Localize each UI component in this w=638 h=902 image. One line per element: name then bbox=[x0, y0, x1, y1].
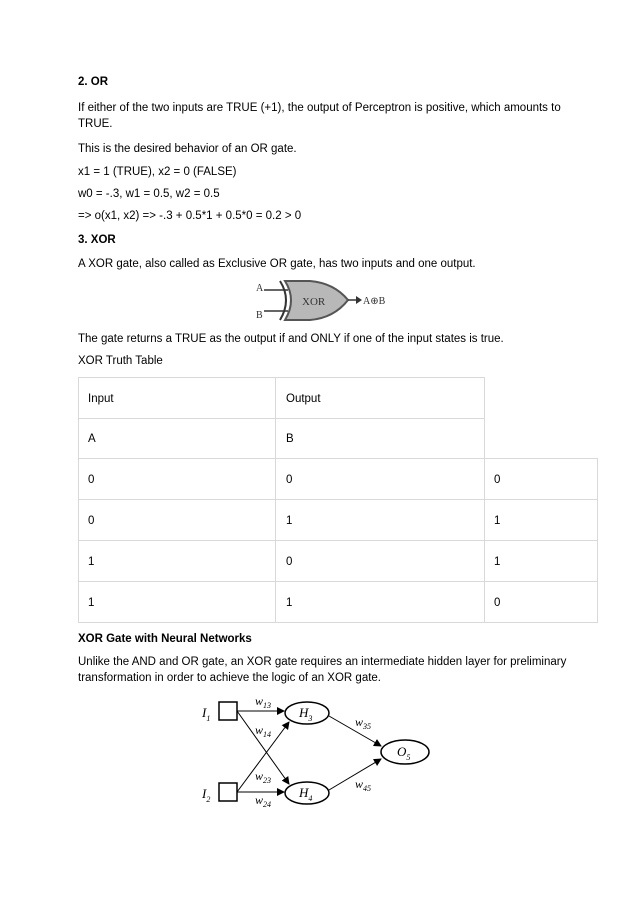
or-paragraph-line-2: TRUE. bbox=[78, 118, 113, 130]
svg-text:w45: $w_{45}$ bbox=[355, 777, 372, 793]
svg-text:w23: $w_{23}$ bbox=[255, 769, 272, 785]
or-calculation: => o(x1, x2) => -.3 + 0.5*1 + 0.5*0 = 0.2 > 0 bbox=[78, 210, 302, 222]
svg-text:w13: $w_{13}$ bbox=[255, 694, 272, 710]
svg-text:w35: $w_{35}$ bbox=[355, 715, 372, 731]
table-header-b: B bbox=[286, 433, 294, 445]
table-header-output: Output bbox=[286, 393, 321, 405]
table-cell: 1 bbox=[286, 597, 293, 609]
table-cell: 1 bbox=[88, 556, 95, 568]
or-heading: 2. OR bbox=[78, 76, 109, 88]
table-cell: 0 bbox=[88, 474, 95, 486]
svg-text:w14: $w_{14}$ bbox=[255, 723, 272, 739]
table-cell: 0 bbox=[494, 474, 501, 486]
table-cell: 0 bbox=[286, 474, 293, 486]
table-cell: 1 bbox=[286, 515, 293, 527]
or-inputs: x1 = 1 (TRUE), x2 = 0 (FALSE) bbox=[78, 166, 237, 178]
gate-output-label: A⊕B bbox=[363, 296, 386, 307]
table-cell: 1 bbox=[88, 597, 95, 609]
nn-paragraph-line-1: Unlike the AND and OR gate, an XOR gate requires an intermediate hidden layer for preliminary bbox=[78, 656, 567, 668]
svg-text:I2: $I_2$ bbox=[202, 786, 211, 804]
hidden-4-label: H bbox=[299, 785, 309, 800]
xor-neural-network-diagram bbox=[195, 692, 455, 817]
nn-heading: XOR Gate with Neural Networks bbox=[78, 633, 252, 645]
gate-input-b-label: B bbox=[256, 310, 263, 321]
xor-rule: The gate returns a TRUE as the output if and ONLY if one of the input states is true. bbox=[78, 333, 504, 345]
input-2-label: I bbox=[202, 786, 207, 801]
svg-text:H3: $H_3$ bbox=[299, 705, 313, 723]
weight-w14-label: w bbox=[255, 723, 264, 737]
table-cell: 0 bbox=[286, 556, 293, 568]
table-cell: 1 bbox=[494, 556, 501, 568]
xor-gate-symbol bbox=[252, 278, 392, 322]
svg-text:O5: $O_5$ bbox=[397, 744, 411, 762]
gate-xor-label: XOR bbox=[302, 296, 326, 308]
xor-intro: A XOR gate, also called as Exclusive OR gate, has two inputs and one output. bbox=[78, 258, 476, 270]
svg-text:H4: $H_4$ bbox=[299, 785, 313, 803]
input-1-label: I bbox=[202, 705, 207, 720]
table-cell: 0 bbox=[88, 515, 95, 527]
or-weights: w0 = -.3, w1 = 0.5, w2 = 0.5 bbox=[78, 188, 220, 200]
output-5-label: O bbox=[397, 744, 407, 759]
table-header-a: A bbox=[88, 433, 96, 445]
hidden-3-label: H bbox=[299, 705, 309, 720]
svg-text:w24: $w_{24}$ bbox=[255, 793, 272, 809]
truth-table-caption: XOR Truth Table bbox=[78, 355, 163, 367]
weight-w45-label: w bbox=[355, 777, 364, 791]
input-node-1 bbox=[219, 702, 237, 720]
table-cell: 1 bbox=[494, 515, 501, 527]
or-paragraph-line-1: If either of the two inputs are TRUE (+1), the output of Perceptron is positive, which amounts to bbox=[78, 102, 561, 114]
or-desired-behavior: This is the desired behavior of an OR gate. bbox=[78, 143, 297, 155]
xor-heading: 3. XOR bbox=[78, 234, 116, 246]
table-cell: 0 bbox=[494, 597, 501, 609]
gate-input-a-label: A bbox=[256, 283, 264, 294]
nn-paragraph-line-2: transformation in order to achieve the logic of an XOR gate. bbox=[78, 672, 381, 684]
weight-w23-label: w bbox=[255, 769, 264, 783]
weight-w24-label: w bbox=[255, 793, 264, 807]
svg-text:I1: $I_1$ bbox=[202, 705, 211, 723]
weight-w13-label: w bbox=[255, 694, 264, 708]
input-node-2 bbox=[219, 783, 237, 801]
weight-w35-label: w bbox=[355, 715, 364, 729]
table-header-input: Input bbox=[88, 393, 114, 405]
